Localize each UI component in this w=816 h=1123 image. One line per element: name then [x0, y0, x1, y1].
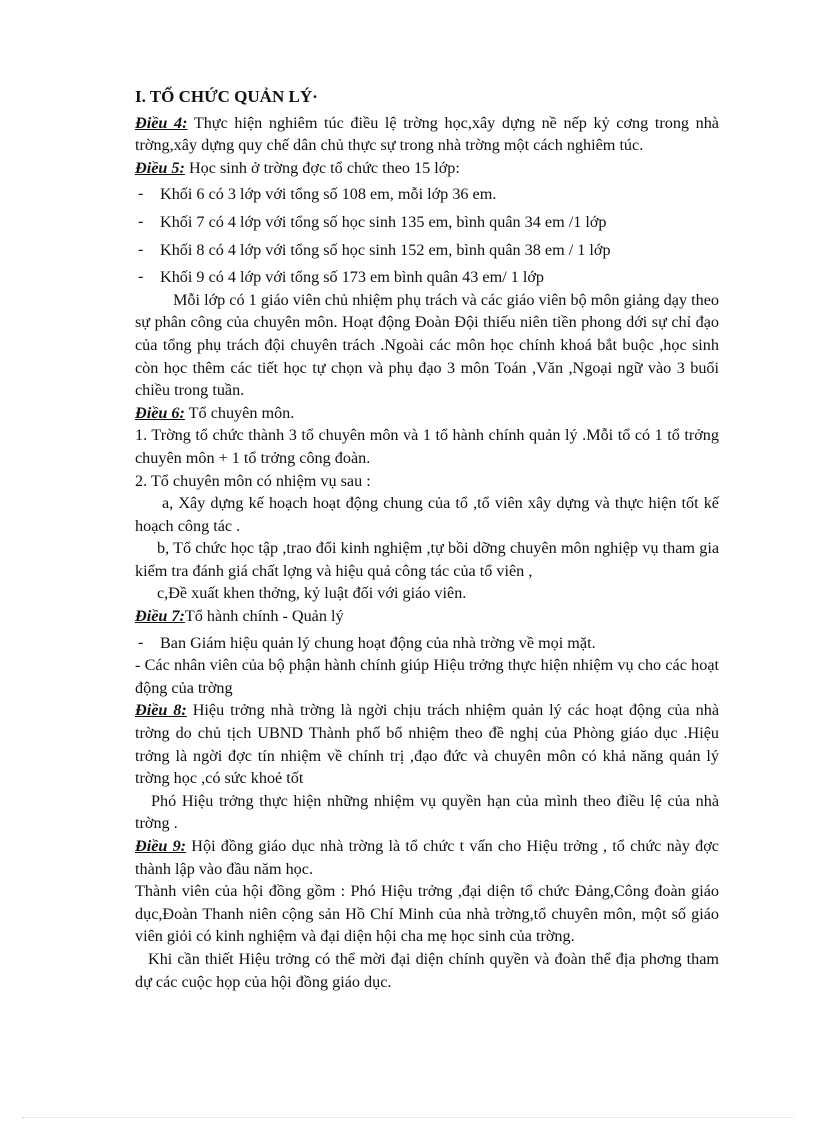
grade-7-text: Khối 7 có 4 lớp với tổng số học sinh 135 em, bình quân 34 em /1 lớp: [160, 212, 607, 231]
article-6-item-c: c,Đề xuất khen thởng, kỷ luật đối với giáo viên.: [157, 584, 467, 603]
article-6-item-a: a, Xây dựng kế hoạch hoạt động chung của tổ ,tổ viên xây dựng và thực hiện tốt kế hoạch công tác .: [135, 494, 719, 535]
bullet-dash: -: [138, 184, 144, 203]
article-9-paragraph-2: Khi cần thiết Hiệu trởng có thể mời đại diện chính quyền và đoàn thể địa phơng tham dự các cuộc họp của hội đồng giáo dục.: [135, 949, 719, 991]
grade-8-text: Khối 8 có 4 lớp với tổng số học sinh 152 em, bình quân 38 em / 1 lớp: [160, 240, 611, 259]
article-9-paragraph-1: Thành viên của hội đồng gồm : Phó Hiệu trởng ,đại diện tổ chức Đảng,Công đoàn giáo dục,Đoàn Thanh niên cộng sản Hồ Chí Minh của nhà trờng,tổ chuyên môn, một số giáo viên giỏi có kinh nghiệm và đại diện hội cha mẹ học sinh của trờng.: [135, 882, 719, 946]
article-6: [135, 402, 719, 425]
article-4-label: Điều 4:: [135, 113, 188, 132]
article-9: [135, 835, 719, 880]
article-6-label: Điều 6:: [135, 403, 185, 422]
grade-list-item: [135, 211, 719, 234]
article-9-label: Điều 9:: [135, 837, 187, 855]
article-4-text: Thực hiện nghiêm túc điều lệ trờng học,xây dựng nề nếp kỷ cơng trong nhà trờng,xây dựng quy chế dân chủ thực sự trong nhà trờng một cách nghiêm túc.: [135, 113, 719, 155]
grade-6-text: Khối 6 có 3 lớp với tổng số 108 em, mỗi lớp 36 em.: [160, 185, 497, 204]
grade-9-text: Khối 9 có 4 lớp với tổng số 173 em bình quân 43 em/ 1 lớp: [160, 268, 545, 287]
bullet-dash: -: [138, 267, 144, 286]
article-7-text: Tổ hành chính - Quản lý: [184, 607, 344, 626]
article-7-line-2: - Các nhân viên của bộ phận hành chính giúp Hiệu trởng thực hiện nhiệm vụ cho các hoạt động của trờng: [135, 656, 719, 697]
article-8: [135, 699, 719, 789]
article-7: [135, 605, 719, 628]
article-6-text: Tổ chuyên môn.: [184, 403, 295, 422]
section-title: I. TỔ CHỨC QUẢN LÝ·: [135, 87, 318, 106]
grade-list-item: [135, 266, 719, 289]
article-5-label: Điều 5:: [135, 158, 185, 177]
article-5-text: Học sinh ở trờng đợc tổ chức theo 15 lớp:: [184, 158, 460, 177]
article-6-point-2: 2. Tổ chuyên môn có nhiệm vụ sau :: [135, 471, 371, 490]
article-9-text: Hội đồng giáo dục nhà trờng là tổ chức t vấn cho Hiệu trởng , tổ chức này đợc thành lập vào đầu năm học.: [135, 837, 719, 878]
article-8-paragraph: Phó Hiệu trởng thực hiện những nhiệm vụ quyền hạn của mình theo điều lệ của nhà trờng .: [135, 791, 719, 833]
grade-list-item: [135, 183, 719, 206]
grade-list-item: [135, 239, 719, 262]
article-8-text: Hiệu trởng nhà trờng là ngời chịu trách nhiệm quản lý các hoạt động của nhà trờng do chủ tịch UBND Thành phố bổ nhiệm theo đề nghị của Phòng giáo dục .Hiệu trởng là ngời đợc tín nhiệm về chính trị ,đạo đức và chuyên môn có khả năng quản lý trờng học ,có sức khoẻ tốt: [135, 701, 720, 788]
document-page: [135, 86, 719, 993]
article-4: [135, 112, 719, 157]
bullet-dash: -: [138, 211, 144, 230]
article-5: [135, 157, 719, 180]
article-6-item-b: b, Tổ chức học tập ,trao đổi kinh nghiệm ,tự bồi dỡng chuyên môn nghiệp vụ tham gia kiểm tra đánh giá chất lợng và hiệu quả công tác của tổ viên ,: [135, 539, 719, 580]
article-8-label: Điều 8:: [135, 701, 187, 720]
article-5-paragraph: Mỗi lớp có 1 giáo viên chủ nhiệm phụ trách và các giáo viên bộ môn giảng dạy theo sự phân công của chuyên môn. Hoạt động Đoàn Đội thiếu niên tiền phong dới sự chỉ đạo của tổng phụ trách đội chuyên trách .Ngoài các môn học chính khoá bắt buộc ,học sinh còn học thêm các tiết học tự chọn và phụ đạo 3 môn Toán ,Văn ,Ngoại ngữ vào 3 buổi chiều trong tuần.: [135, 290, 719, 400]
article-7-list-item: [135, 632, 719, 655]
bullet-dash: -: [138, 632, 144, 651]
page-bottom-divider: [22, 1117, 794, 1118]
bullet-dash: -: [138, 239, 144, 258]
article-7-label: Điều 7:: [135, 607, 185, 626]
article-6-point-1: 1. Trờng tổ chức thành 3 tổ chuyên môn và 1 tổ hành chính quản lý .Mỗi tổ có 1 tổ trởng chuyên môn + 1 tổ trởng công đoàn.: [135, 426, 719, 467]
article-7-bullet-text: Ban Giám hiệu quản lý chung hoạt động của nhà trờng về mọi mặt.: [160, 633, 596, 652]
